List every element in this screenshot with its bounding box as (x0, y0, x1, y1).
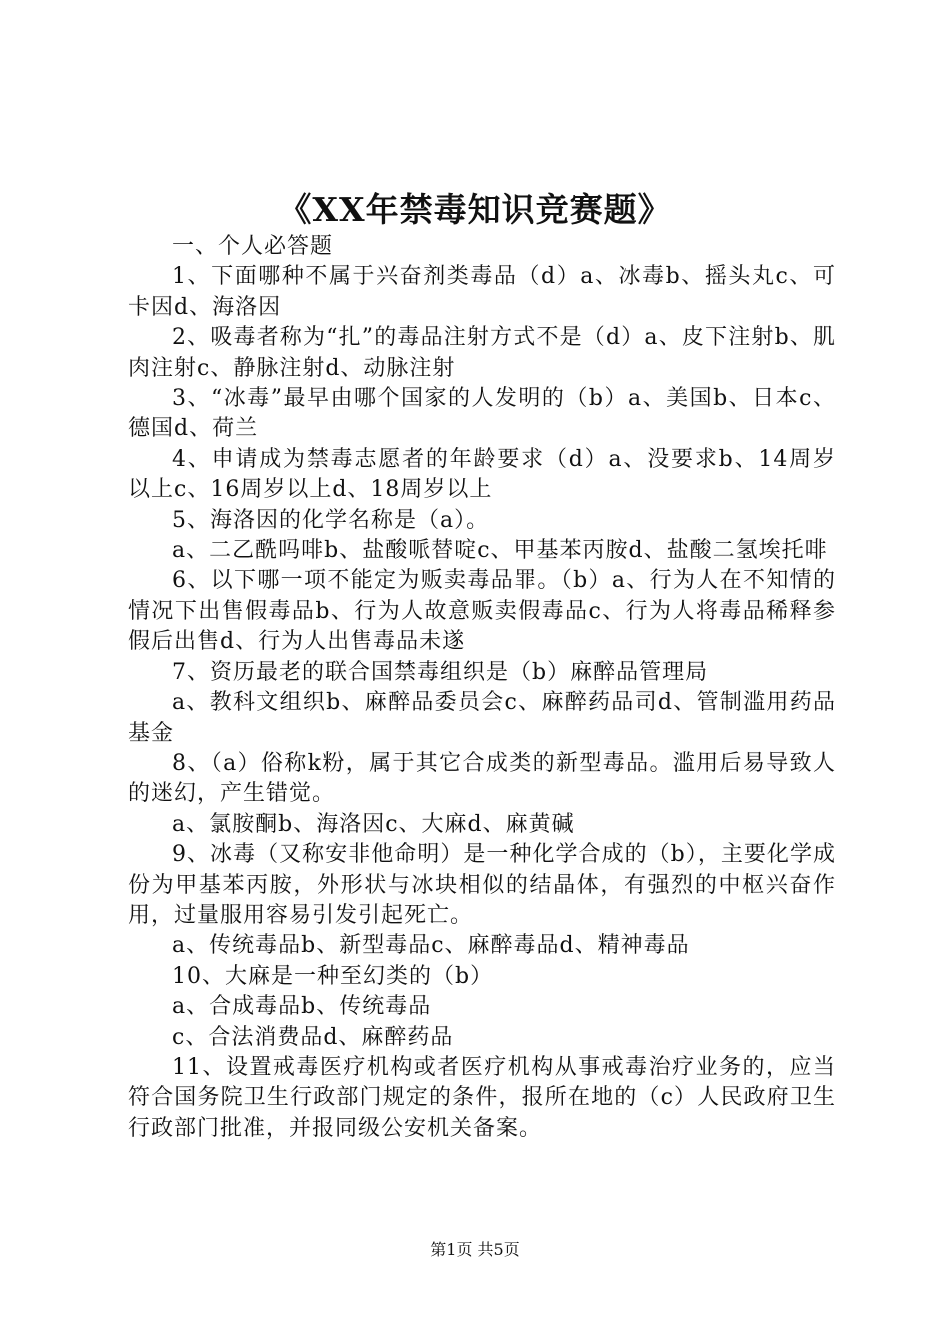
question-10-options-a: a、合成毒品b、传统毒品 (172, 994, 432, 1020)
question-8-options: a、氯胺酮b、海洛因c、大麻d、麻黄碱 (172, 811, 575, 837)
question-3: 3、“冰毒”最早由哪个国家的人发明的（b）a、美国b、日本c、德国d、荷兰 (128, 386, 836, 442)
question-4: 4、申请成为禁毒志愿者的年龄要求（d）a、没要求b、14周岁以上c、16周岁以上d、18周岁以上 (128, 446, 836, 503)
document-title: 《XX年禁毒知识竞赛题》 (278, 190, 672, 229)
question-5-options: a、二乙酰吗啡b、盐酸哌替啶c、甲基苯丙胺d、盐酸二氢埃托啡 (172, 538, 828, 564)
question-5: 5、海洛因的化学名称是（a）。 (172, 507, 490, 533)
question-11: 11、设置戒毒医疗机构或者医疗机构从事戒毒治疗业务的，应当符合国务院卫生行政部门规定的条件，报所在地的（c）人民政府卫生行政部门批准，并报同级公安机关备案。 (128, 1054, 836, 1141)
question-7: 7、资历最老的联合国禁毒组织是（b）麻醉品管理局 (172, 659, 709, 685)
document-body (128, 232, 836, 1144)
question-6: 6、以下哪一项不能定为贩卖毒品罪。（b）a、行为人在不知情的情况下出售假毒品b、行为人故意贩卖假毒品c、行为人将毒品稀释参假后出售d、行为人出售毒品未遂 (128, 568, 836, 655)
section-heading: 一、个人必答题 (172, 234, 334, 259)
question-2: 2、吸毒者称为“扎”的毒品注射方式不是（d）a、皮下注射b、肌肉注射c、静脉注射d、动脉注射 (128, 325, 836, 381)
question-9-options: a、传统毒品b、新型毒品c、麻醉毒品d、精神毒品 (172, 933, 690, 959)
page-number: 第1页 共5页 (430, 1240, 520, 1259)
question-8: 8、（a）俗称k粉，属于其它合成类的新型毒品。滥用后易导致人的迷幻，产生错觉。 (128, 750, 836, 807)
question-9: 9、冰毒（又称安非他命明）是一种化学合成的（b），主要化学成份为甲基苯丙胺，外形状与冰块相似的结晶体，有强烈的中枢兴奋作用，过量服用容易引发引起死亡。 (128, 842, 836, 928)
question-10: 10、大麻是一种至幻类的（b） (172, 963, 494, 989)
question-10-options-b: c、合法消费品d、麻醉药品 (172, 1024, 454, 1050)
question-1: 1、下面哪种不属于兴奋剂类毒品（d）a、冰毒b、摇头丸c、可卡因d、海洛因 (128, 264, 836, 320)
question-7-options: a、教科文组织b、麻醉品委员会c、麻醉药品司d、管制滥用药品基金 (128, 690, 836, 746)
